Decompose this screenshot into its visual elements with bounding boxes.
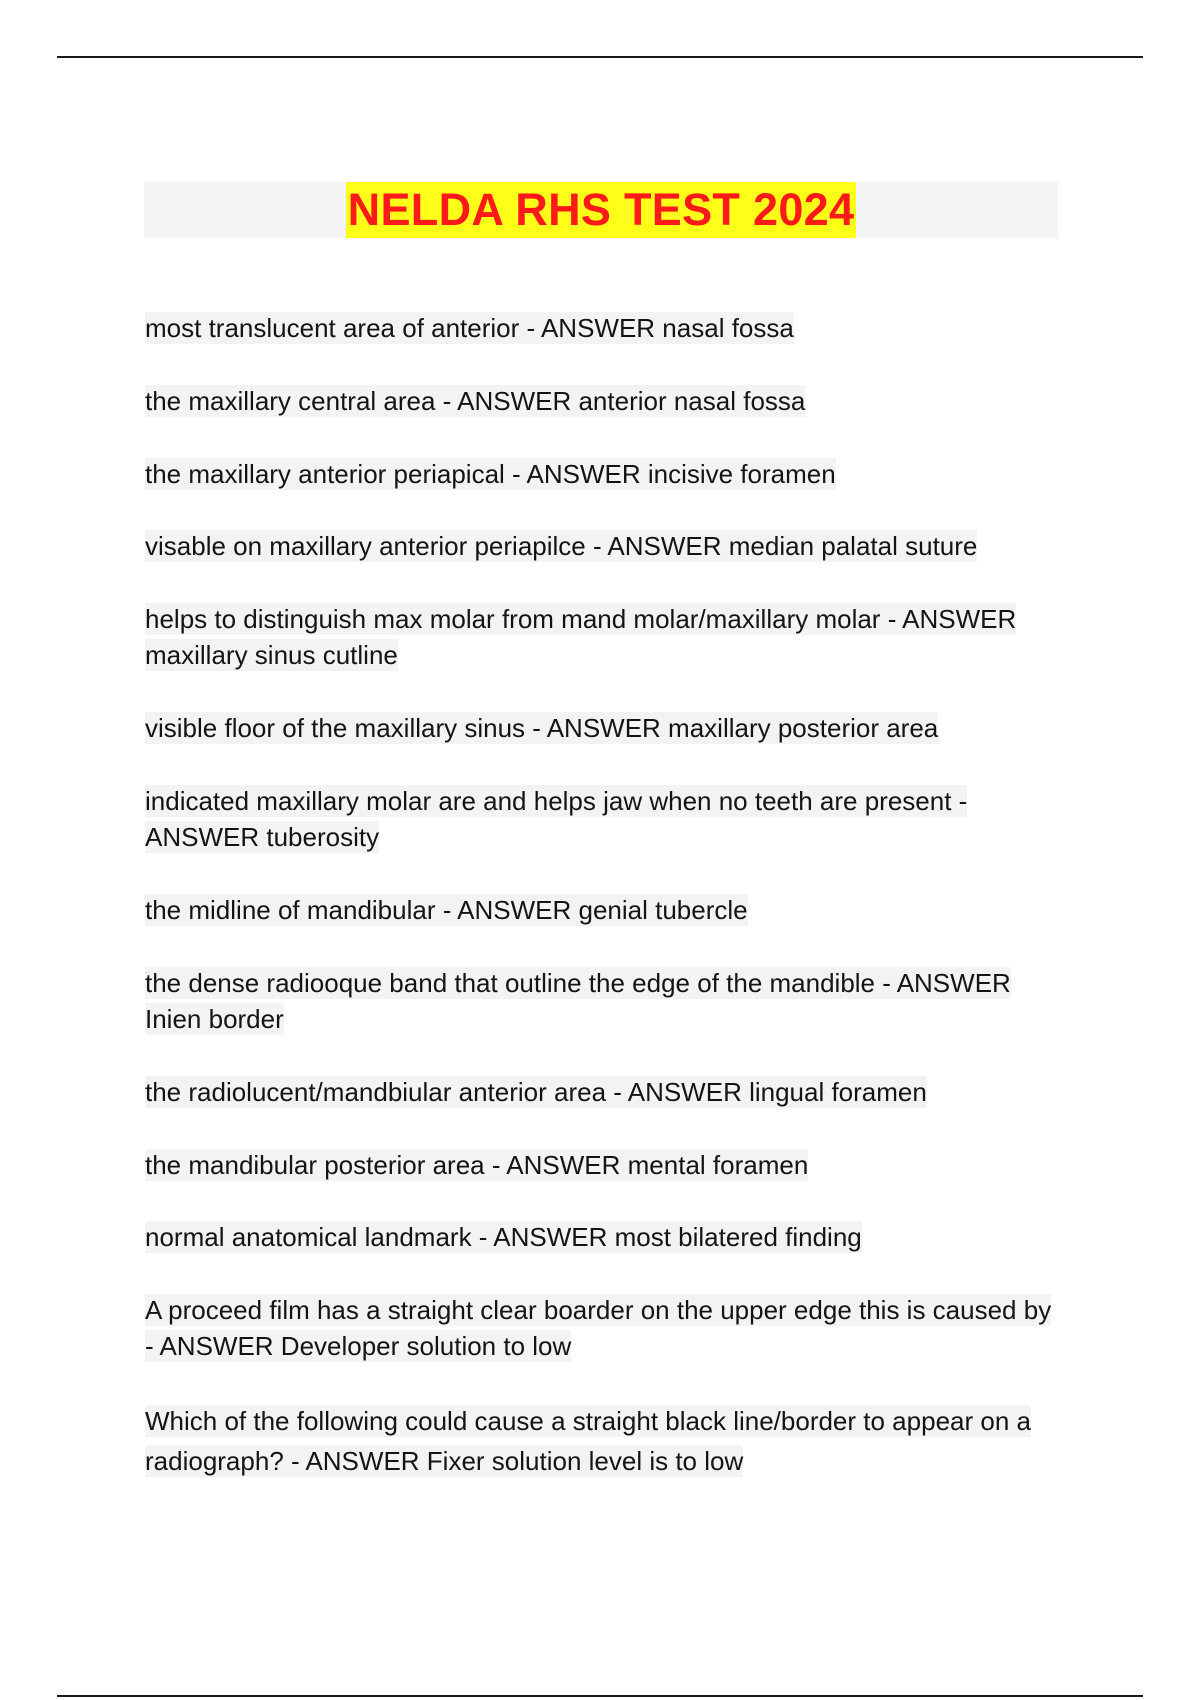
page-title: NELDA RHS TEST 2024	[346, 182, 857, 238]
qa-item	[145, 601, 1065, 673]
top-rule	[57, 56, 1143, 58]
qa-text: visable on maxillary anterior periapilce - ANSWER median palatal suture	[145, 531, 978, 561]
qa-item	[145, 1147, 1065, 1183]
qa-text: the maxillary anterior periapical - ANSWER incisive foramen	[145, 459, 836, 489]
qa-item	[145, 892, 1065, 928]
qa-text: the radiolucent/mandbiular anterior area - ANSWER lingual foramen	[145, 1077, 927, 1107]
qa-item	[145, 1292, 1065, 1364]
qa-text: the dense radiooque band that outline the edge of the mandible - ANSWER Inien border	[145, 968, 1011, 1034]
qa-item	[145, 965, 1065, 1037]
qa-item	[145, 383, 1065, 419]
title-band	[144, 182, 1058, 238]
qa-item	[145, 1401, 1065, 1481]
bottom-rule	[57, 1695, 1143, 1697]
qa-item	[145, 1219, 1065, 1255]
qa-item	[145, 456, 1065, 492]
qa-item	[145, 528, 1065, 564]
qa-text: helps to distinguish max molar from mand molar/maxillary molar - ANSWER maxillary sinus cutline	[145, 604, 1017, 670]
qa-text: indicated maxillary molar are and helps jaw when no teeth are present - ANSWER tuberosity	[145, 786, 968, 852]
qa-item	[145, 783, 1065, 855]
qa-item	[145, 310, 1065, 346]
qa-item	[145, 710, 1065, 746]
qa-text: the maxillary central area - ANSWER anterior nasal fossa	[145, 386, 806, 416]
qa-text: the mandibular posterior area - ANSWER mental foramen	[145, 1150, 809, 1180]
qa-text: normal anatomical landmark - ANSWER most bilatered finding	[145, 1222, 862, 1252]
qa-item	[145, 1074, 1065, 1110]
qa-text: Which of the following could cause a straight black line/border to appear on a radiograph? - ANSWER Fixer solution level is to low	[145, 1406, 1031, 1476]
qa-text: visible floor of the maxillary sinus - ANSWER maxillary posterior area	[145, 713, 939, 743]
qa-text: A proceed film has a straight clear boarder on the upper edge this is caused by - ANSWER Developer solution to low	[145, 1295, 1052, 1361]
qa-text: most translucent area of anterior - ANSWER nasal fossa	[145, 313, 794, 343]
qa-text: the midline of mandibular - ANSWER genial tubercle	[145, 895, 748, 925]
